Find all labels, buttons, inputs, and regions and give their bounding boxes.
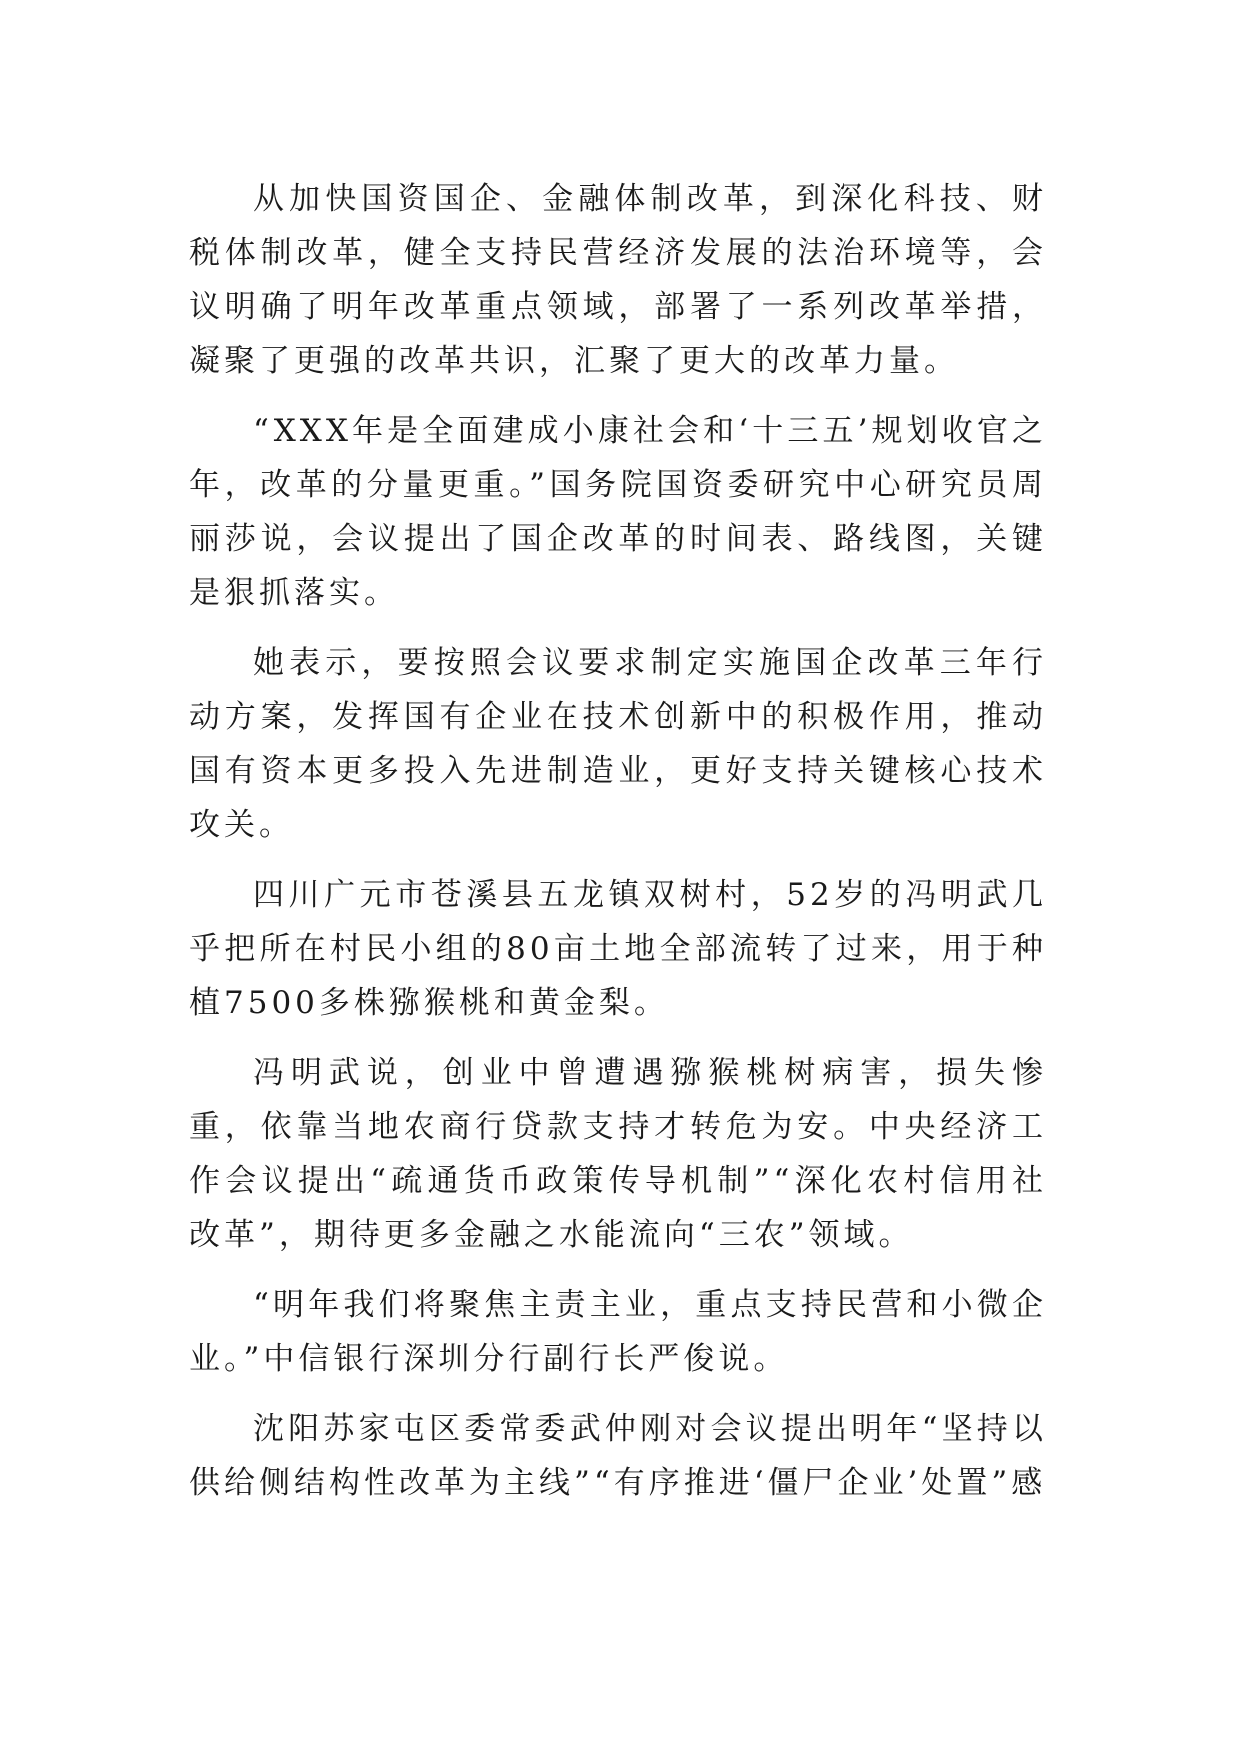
paragraph-shenyang-supply-side: 沈阳苏家屯区委常委武仲刚对会议提出明年“坚持以供给侧结构性改革为主线”“有序推进‘僵尸企业’处置”感 — [189, 1411, 1047, 1501]
paragraph-rural-finance: 冯明武说，创业中曾遭遇猕猴桃树病害，损失惨重，依靠当地农商行贷款支持才转危为安。中央经济工作会议提出“疏通货币政策传导机制”“深化农村信用社改革”，期待更多金融之水能流向“三农”领域。 — [189, 1055, 1047, 1253]
document-body — [189, 172, 1047, 1526]
paragraph-feng-mingwu-farm: 四川广元市苍溪县五龙镇双树村，52岁的冯明武几乎把所在村民小组的80亩土地全部流转了过来，用于种植7500多株猕猴桃和黄金梨。 — [189, 877, 1047, 1021]
paragraph-citic-bank-quote: “明年我们将聚焦主责主业，重点支持民营和小微企业。”中信银行深圳分行副行长严俊说。 — [189, 1287, 1047, 1377]
paragraph-reform-areas: 从加快国资国企、金融体制改革，到深化科技、财税体制改革，健全支持民营经济发展的法治环境等，会议明确了明年改革重点领域，部署了一系列改革举措，凝聚了更强的改革共识，汇聚了更大的改革力量。 — [189, 181, 1047, 379]
paragraph-soe-action-plan: 她表示，要按照会议要求制定实施国企改革三年行动方案，发挥国有企业在技术创新中的积极作用，推动国有资本更多投入先进制造业，更好支持关键核心技术攻关。 — [189, 645, 1047, 843]
paragraph-zhou-lisha-quote: “XXX年是全面建成小康社会和‘十三五’规划收官之年，改革的分量更重。”国务院国资委研究中心研究员周丽莎说，会议提出了国企改革的时间表、路线图，关键是狠抓落实。 — [189, 413, 1047, 611]
